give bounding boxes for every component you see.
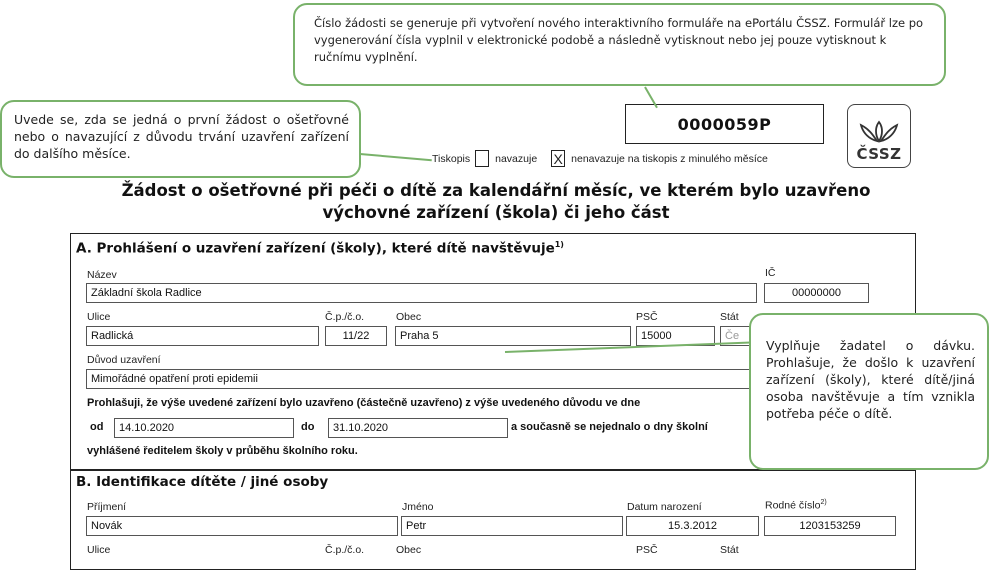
navazuje-checkbox[interactable] bbox=[475, 150, 489, 167]
do-field[interactable]: 31.10.2020 bbox=[328, 418, 508, 438]
applicant-declaration-callout-text: Vyplňuje žadatel o dávku. Prohlašuje, že došlo k uzavření zařízení (školy), které dítě/jiná osoba navštěvuje a tím vznikla potřeba péče o dítě. bbox=[766, 338, 975, 421]
cssz-logo bbox=[847, 104, 911, 168]
section-a-title: A. Prohlášení o uzavření zařízení (školy), které dítě navštěvuje$^{1)}$ bbox=[76, 240, 564, 257]
nazev-field[interactable]: Základní škola Radlice bbox=[86, 283, 757, 303]
ulice-field[interactable]: Radlická bbox=[86, 326, 319, 346]
vyhlasene-text: vyhlášené ředitelem školy v průběhu školního roku. bbox=[87, 445, 358, 457]
form-continuation-callout-text: Uvede se, zda se jedná o první žádost o ošetřovné nebo o navazující z důvodu trvání uzavření zařízení do dalšího měsíce. bbox=[14, 112, 349, 161]
ulice-label: Ulice bbox=[87, 311, 111, 323]
datum-field[interactable]: 15.3.2012 bbox=[626, 516, 759, 536]
request-number-box bbox=[625, 104, 824, 144]
jmeno-field[interactable]: Petr bbox=[401, 516, 623, 536]
stat-field[interactable]: Če bbox=[720, 326, 760, 346]
duvod-field[interactable]: Mimořádné opatření proti epidemii bbox=[86, 369, 751, 389]
b-obec-label: Obec bbox=[396, 544, 422, 556]
od-field[interactable]: 14.10.2020 bbox=[114, 418, 294, 438]
navazuje-label: navazuje bbox=[495, 152, 538, 165]
b-psc-label: PSČ bbox=[636, 544, 658, 556]
prohlasuji-text: Prohlašuji, že výše uvedené zařízení bylo uzavřeno (částečně uzavřeno) z výše uvedeného důvodu ve dne bbox=[87, 397, 641, 409]
datum-label: Datum narození bbox=[627, 501, 702, 513]
b-cp-label: Č.p./č.o. bbox=[325, 544, 365, 556]
request-number-callout-text: Číslo žádosti se generuje při vytvoření nového interaktivního formuláře na ePortálu ČSSZ. Formulář lze po vygenerování čísla vyplnil v elektronické podobě a následně vytisknout nebo jej pouze vytisknout k ručnímu vyplnění. bbox=[314, 16, 924, 64]
nenavazuje-checkbox[interactable]: X bbox=[551, 150, 565, 167]
jmeno-label: Jméno bbox=[402, 501, 434, 513]
rc-label: Rodné číslo$^{2)}$ bbox=[765, 499, 827, 512]
psc-label: PSČ bbox=[636, 311, 658, 323]
stat-label: Stát bbox=[720, 311, 739, 323]
request-number: 0000059P bbox=[677, 114, 772, 134]
cssz-emblem-icon bbox=[857, 119, 901, 145]
rc-footnote: 2) bbox=[820, 499, 827, 506]
form-continuation-callout bbox=[0, 100, 361, 178]
form-continuation-callout-pointer bbox=[360, 153, 432, 161]
form-title bbox=[86, 180, 906, 224]
duvod-label: Důvod uzavření bbox=[87, 354, 161, 366]
soucasne-text: a současně se nejednalo o dny školní bbox=[511, 421, 708, 433]
nenavazuje-label: nenavazuje na tiskopis z minulého měsíce bbox=[571, 152, 768, 165]
rc-field[interactable]: 1203153259 bbox=[764, 516, 896, 536]
section-b-title: B. Identifikace dítěte / jiné osoby bbox=[76, 474, 329, 490]
ic-label: IČ bbox=[765, 267, 776, 279]
od-label: od bbox=[90, 421, 104, 433]
tiskopis-label: Tiskopis bbox=[432, 152, 471, 165]
obec-field[interactable]: Praha 5 bbox=[395, 326, 631, 346]
b-ulice-label: Ulice bbox=[87, 544, 111, 556]
tiskopis-row bbox=[432, 150, 768, 167]
logo-text: ČSSZ bbox=[856, 145, 902, 163]
cp-field[interactable]: 11/22 bbox=[325, 326, 387, 346]
cp-label: Č.p./č.o. bbox=[325, 311, 365, 323]
prijmeni-field[interactable]: Novák bbox=[86, 516, 398, 536]
form-title-line2: výchovné zařízení (škola) či jeho část bbox=[322, 203, 670, 222]
applicant-declaration-callout bbox=[749, 313, 989, 470]
ic-field[interactable]: 00000000 bbox=[764, 283, 869, 303]
request-number-callout bbox=[293, 3, 946, 86]
nazev-label: Název bbox=[87, 269, 117, 281]
psc-field[interactable]: 15000 bbox=[636, 326, 715, 346]
b-stat-label: Stát bbox=[720, 544, 739, 556]
obec-label: Obec bbox=[396, 311, 422, 323]
form-title-line1: Žádost o ošetřovné při péči o dítě za kalendářní měsíc, ve kterém bylo uzavřeno bbox=[121, 181, 871, 200]
section-a-footnote: 1) bbox=[554, 240, 564, 249]
prijmeni-label: Příjmení bbox=[87, 501, 127, 513]
do-label: do bbox=[301, 421, 315, 433]
